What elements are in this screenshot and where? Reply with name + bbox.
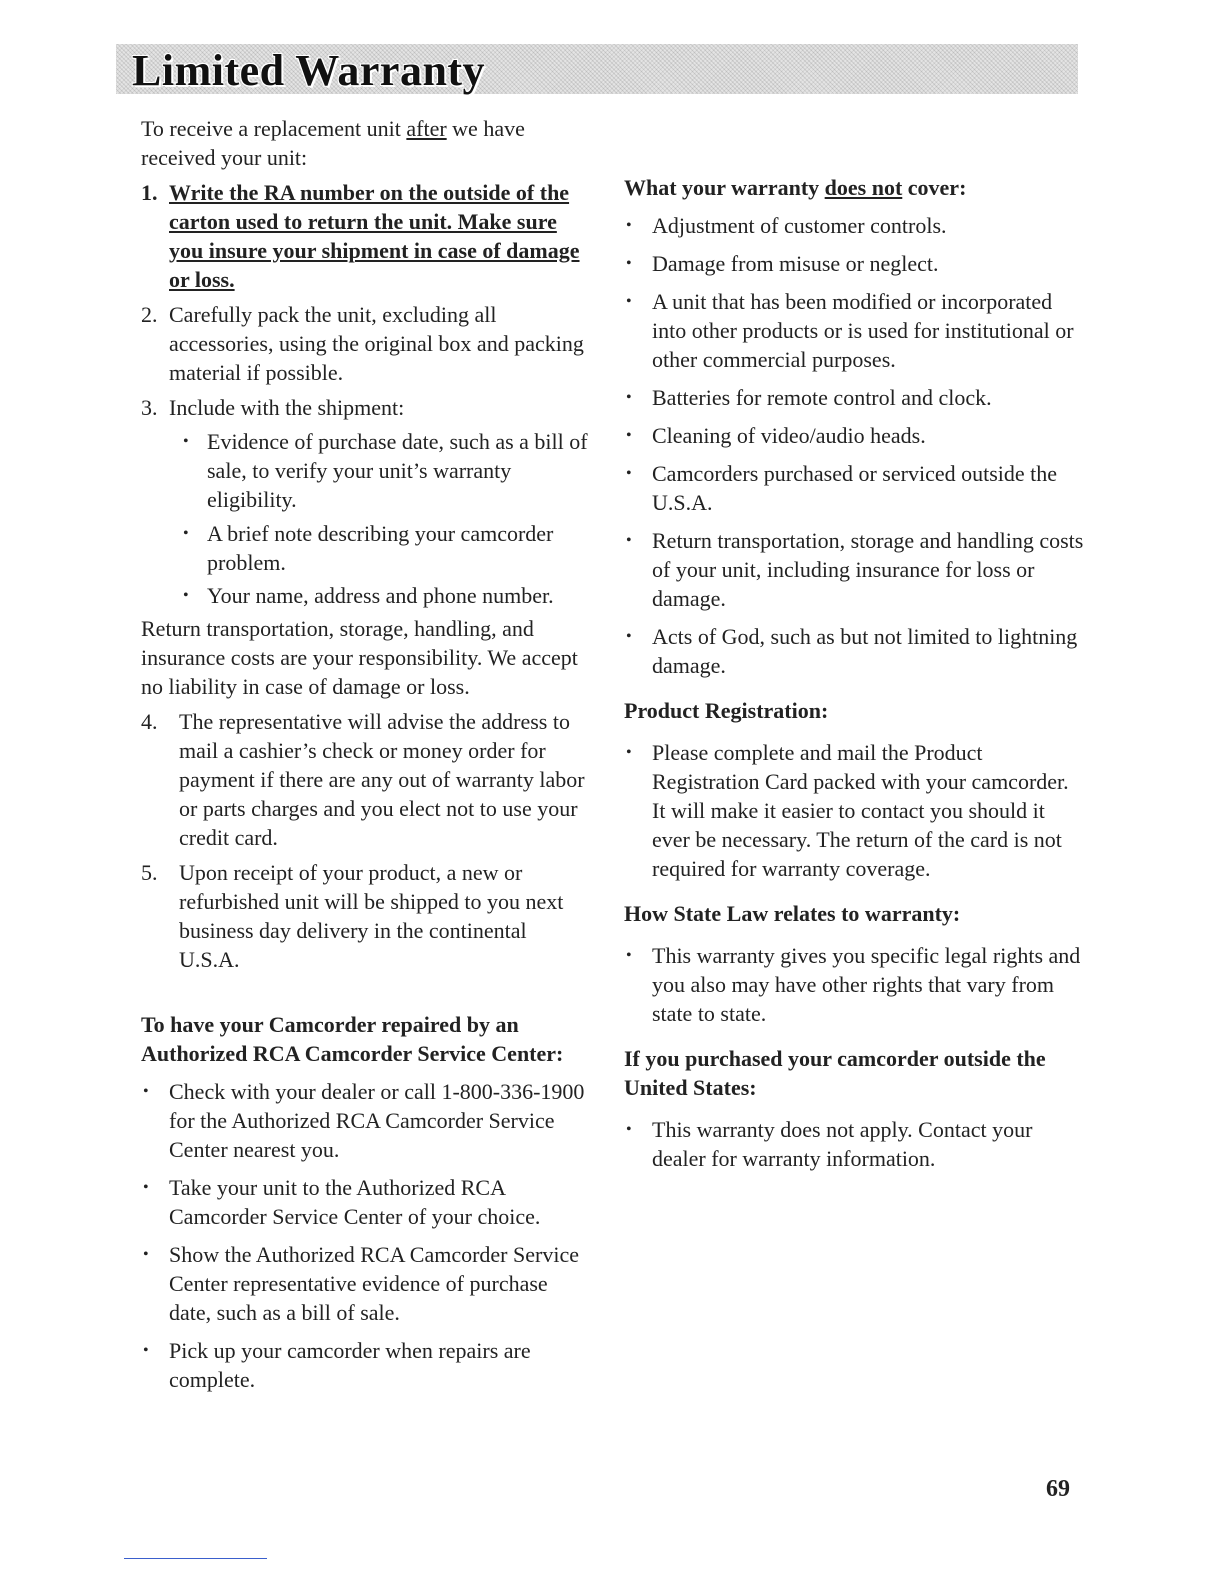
not-cover-item: • Adjustment of customer controls.: [624, 211, 1084, 240]
step-3: [141, 393, 591, 422]
not-cover-item: • Damage from misuse or neglect.: [624, 249, 1084, 278]
not-cover-item: • Return transportation, storage and handling costs of your unit, including insurance for loss or damage.: [624, 526, 1084, 613]
step-text: The representative will advise the address to mail a cashier’s check or money order for payment if there are any out of warranty labor or parts charges and you elect not to use your credit card.: [179, 709, 585, 850]
service-heading: To have your Camcorder repaired by an Authorized RCA Camcorder Service Center:: [141, 1012, 564, 1066]
intro-text: To receive a replacement unit after we have received your unit:: [141, 116, 525, 170]
page-number: 69: [1046, 1476, 1070, 1502]
step-4: [141, 707, 591, 852]
step-text: Include with the shipment:: [169, 395, 405, 420]
include-item: • Evidence of purchase date, such as a bill of sale, to verify your unit’s warranty eligibility.: [179, 427, 591, 514]
registration-heading: Product Registration:: [624, 698, 829, 723]
registration-item: • Please complete and mail the Product Registration Card packed with your camcorder. It will make it easier to contact you should it ever be necessary. The return of the card is not required for warranty coverage.: [624, 738, 1084, 883]
not-cover-item: • Batteries for remote control and clock.: [624, 383, 1084, 412]
not-cover-item: • Cleaning of video/audio heads.: [624, 421, 1084, 450]
right-column: [624, 173, 1084, 1173]
step-2: [141, 300, 591, 387]
not-cover-heading: What your warranty does not cover:: [624, 175, 967, 200]
step-text: Write the RA number on the outside of the carton used to return the unit. Make sure you insure your shipment in case of damage or loss.: [169, 180, 580, 292]
step-text: Carefully pack the unit, excluding all accessories, using the original box and packing material if possible.: [169, 302, 584, 385]
step-1: [141, 178, 591, 294]
step-number: 5.: [141, 860, 158, 885]
service-item: • Take your unit to the Authorized RCA Camcorder Service Center of your choice.: [141, 1173, 591, 1231]
not-cover-item: • Acts of God, such as but not limited to lightning damage.: [624, 622, 1084, 680]
responsibility-text: Return transportation, storage, handling, and insurance costs are your responsibility. We accept no liability in case of damage or loss.: [141, 616, 578, 699]
service-item: • Show the Authorized RCA Camcorder Service Center representative evidence of purchase date, such as a bill of sale.: [141, 1240, 591, 1327]
intro-underlined-word: after: [406, 116, 447, 141]
not-cover-item: • A unit that has been modified or incorporated into other products or is used for institutional or other commercial purposes.: [624, 287, 1084, 374]
not-cover-underlined: does not: [824, 175, 903, 200]
title-banner: [116, 44, 1078, 94]
service-item: • Pick up your camcorder when repairs are complete.: [141, 1336, 591, 1394]
footer-rule: [124, 1558, 267, 1559]
include-item: • A brief note describing your camcorder problem.: [179, 519, 591, 577]
service-item: • Check with your dealer or call 1-800-336-1900 for the Authorized RCA Camcorder Service Center nearest you.: [141, 1077, 591, 1164]
step-number: 2.: [141, 302, 158, 327]
state-law-item: • This warranty gives you specific legal rights and you also may have other rights that vary from state to state.: [624, 941, 1084, 1028]
left-column: [141, 114, 591, 1394]
outside-heading: If you purchased your camcorder outside the United States:: [624, 1046, 1046, 1100]
page-title: Limited Warranty: [132, 46, 486, 95]
step-text: Upon receipt of your product, a new or refurbished unit will be shipped to you next business day delivery in the continental U.S.A.: [179, 860, 564, 972]
step-number: 3.: [141, 395, 158, 420]
include-item: • Your name, address and phone number.: [179, 581, 591, 610]
step-number: 1.: [141, 180, 158, 205]
step-number: 4.: [141, 709, 158, 734]
not-cover-item: • Camcorders purchased or serviced outside the U.S.A.: [624, 459, 1084, 517]
state-law-heading: How State Law relates to warranty:: [624, 901, 961, 926]
outside-item: • This warranty does not apply. Contact your dealer for warranty information.: [624, 1115, 1084, 1173]
step-5: [141, 858, 591, 974]
